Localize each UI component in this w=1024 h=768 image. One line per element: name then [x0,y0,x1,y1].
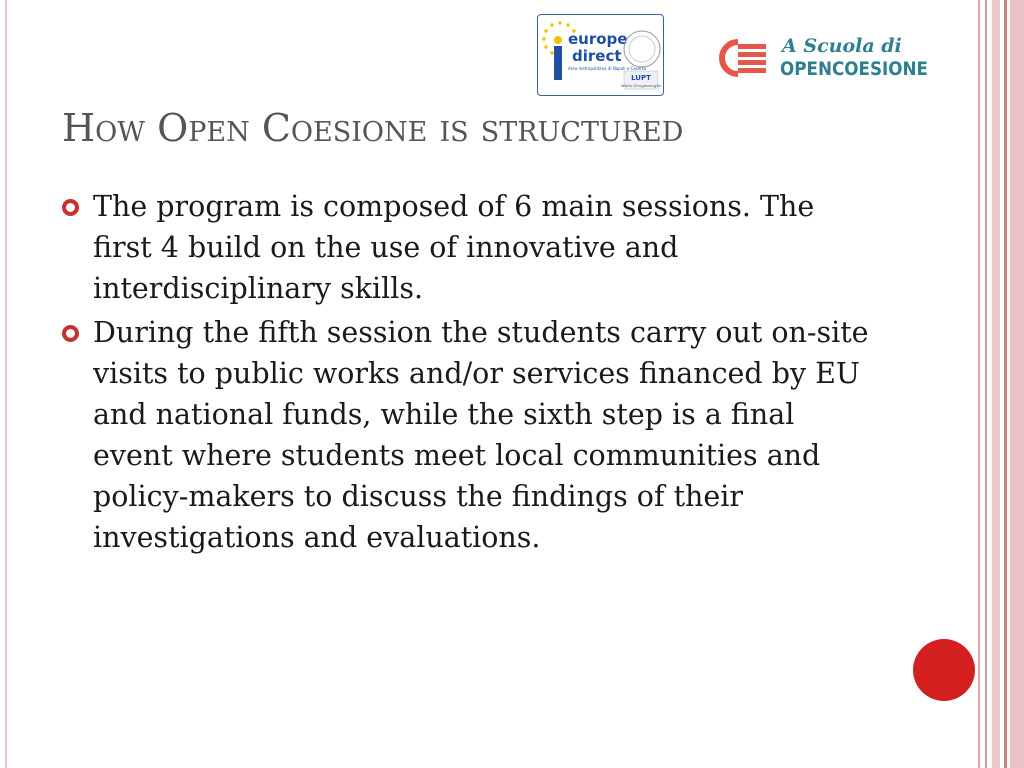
right-stripe [1004,0,1007,768]
europe-direct-logo-graphic [538,15,662,94]
left-border [5,0,7,768]
bullet-text: During the fifth session the students carry out on-site visits to public works and/or services financed by EU and national funds, while the sixth step is a final event where students meet local communities and policy-makers to discuss the findings of their investigations and evaluations. [93,316,869,554]
lupt-signature: Maria Scognamiglio [620,83,662,88]
bullet-item [62,312,882,558]
red-circle-decoration [913,639,975,701]
opencoesione-logo [718,32,933,82]
europe-direct-tagline: Area metropolitana di Napoli e Caserta [568,66,646,71]
bullet-item [62,186,882,309]
slide-title: How Open Coesione is structured [62,106,684,150]
bullet-list [62,186,882,561]
opencoesione-logo-graphic [718,32,933,82]
info-dot-icon [554,36,562,44]
bullet-text: The program is composed of 6 main sessions. The first 4 build on the use of innovative and interdisciplinary skills. [93,190,815,305]
opencoesione-label: OPENCOESIONE [780,58,928,80]
right-stripe [1010,0,1024,768]
bullet-ring-icon [62,325,79,342]
university-seal-inner [629,36,655,62]
europe-direct-logo [537,14,664,96]
lupt-label: LUPT [631,74,651,82]
university-seal-icon [624,31,660,67]
info-bar-icon [554,46,562,80]
stacked-books-icon [722,42,766,74]
direct-word: direct [572,47,622,65]
right-stripe [978,0,980,768]
a-scuola-di-label: A Scuola di [782,35,902,57]
right-stripe [985,0,987,768]
europe-word: europe [568,30,628,48]
right-stripe [992,0,1000,768]
bullet-ring-icon [62,199,79,216]
